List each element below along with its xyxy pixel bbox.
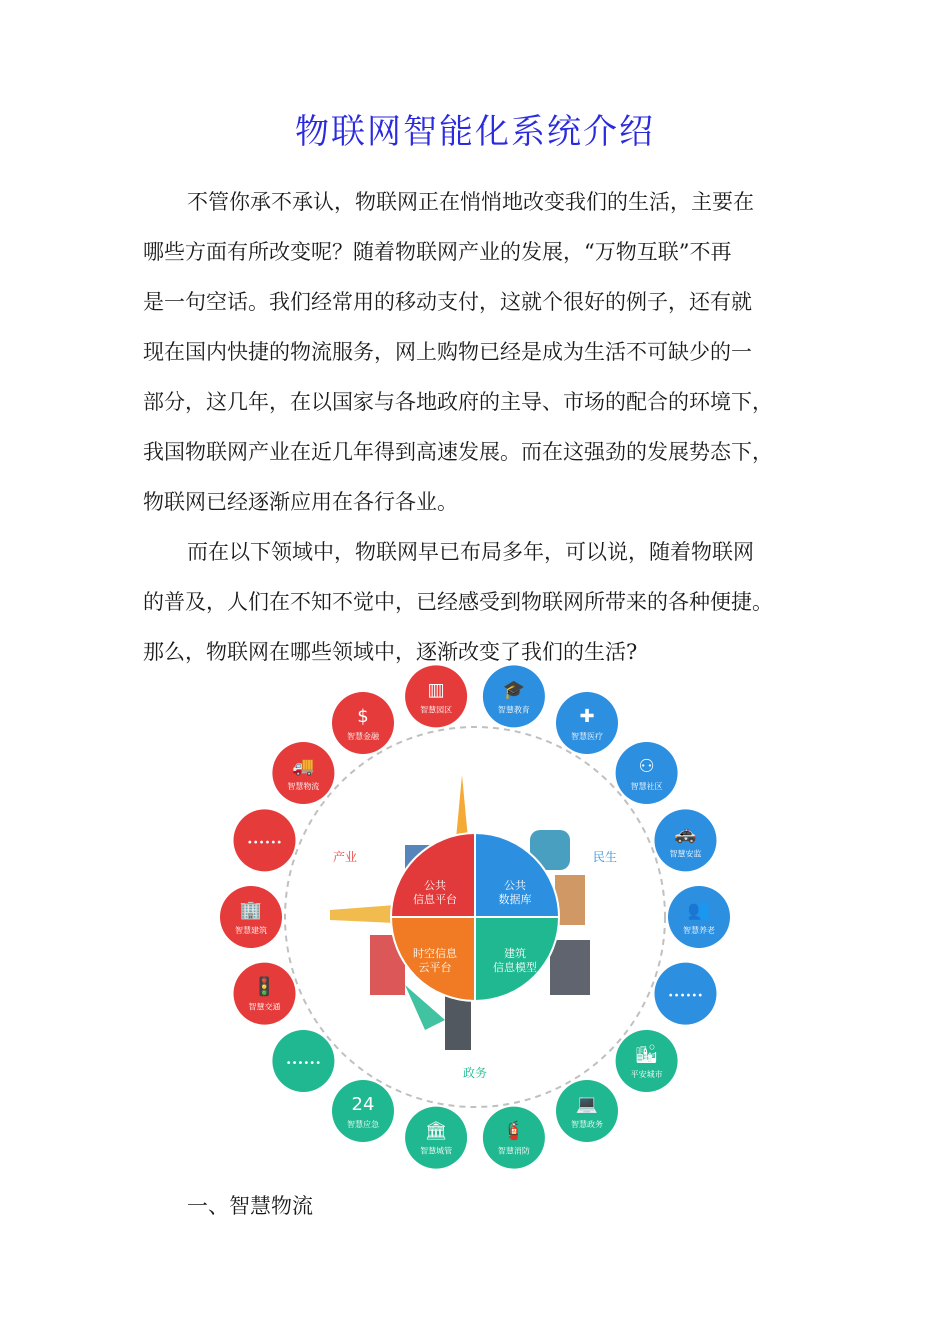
scenario-node xyxy=(616,1030,678,1092)
building-icon: ▥ xyxy=(427,679,445,701)
scenario-node xyxy=(272,1030,334,1092)
medical-kit-icon: ✚ xyxy=(579,706,595,728)
scenario-node xyxy=(616,742,678,804)
ring-label-government: 政务 xyxy=(462,1066,488,1080)
community-icon: ⚇ xyxy=(638,756,655,778)
scenario-node-label: 智慧物流 xyxy=(287,782,320,792)
big-ben-icon xyxy=(330,905,395,923)
elderly-icon: 👥 xyxy=(687,900,711,921)
hydrant-icon: 🧯 xyxy=(502,1120,526,1142)
pie-quadrant-label: 建筑 xyxy=(504,947,526,960)
scenario-node xyxy=(405,1107,467,1169)
cathedral-icon xyxy=(445,995,471,1050)
paragraph-line: 现在国内快捷的物流服务，网上购物已经是成为生活不可缺少的一 xyxy=(143,340,752,364)
paragraph-line: 那么，物联网在哪些领域中，逐渐改变了我们的生活? xyxy=(143,640,638,664)
scenario-node xyxy=(556,692,618,754)
scenario-node xyxy=(220,886,282,948)
paragraph-line: 而在以下领域中，物联网早已布局多年，可以说，随着物联网 xyxy=(187,540,754,564)
pie-quadrant-label: 云平台 xyxy=(418,961,452,974)
scenario-node-label: 智慧政务 xyxy=(571,1119,603,1129)
paragraph-line: 物联网已经逐渐应用在各行各业。 xyxy=(143,490,458,514)
pie-quadrant-label: 信息模型 xyxy=(493,961,537,974)
scenario-node xyxy=(654,963,716,1025)
scenario-node-label: 智慧安监 xyxy=(669,849,702,859)
scenario-node-label: 智慧建筑 xyxy=(235,926,267,935)
scenario-node xyxy=(234,809,296,871)
scenario-node-label: 平安城市 xyxy=(630,1069,663,1079)
pie-quadrant-label: 时空信息 xyxy=(413,947,457,960)
scenario-node-label: 智慧消防 xyxy=(497,1146,530,1156)
scenario-node xyxy=(234,963,296,1025)
opera-house-icon xyxy=(550,940,590,995)
paragraph-line: 我国物联网产业在近几年得到高速发展。而在这强劲的发展势态下， xyxy=(143,440,773,464)
scenario-node xyxy=(556,1080,618,1142)
police-car-icon: 🚓 xyxy=(674,823,697,845)
scenario-node xyxy=(332,1080,394,1142)
ring-label-livelihood: 民生 xyxy=(592,850,618,864)
dollar-icon: $ xyxy=(357,706,369,728)
paragraph-line: 是一句空话。我们经常用的移动支付，这就个很好的例子，还有就 xyxy=(143,290,752,314)
more-dots-icon: •••••• xyxy=(285,1057,322,1069)
scenario-node-label: 智慧教育 xyxy=(497,705,530,715)
skyscraper-icon: 🏢 xyxy=(239,900,263,921)
scenario-node xyxy=(668,886,730,948)
pie-quadrant-label: 公共 xyxy=(504,879,526,892)
laptop-icon: 💻 xyxy=(575,1093,599,1115)
scenario-node-label: 智慧医疗 xyxy=(571,732,603,742)
center-pie xyxy=(391,833,559,1001)
document-title: 物联网智能化系统介绍 xyxy=(295,112,655,152)
iot-diagram xyxy=(200,665,750,1175)
paragraph-line: 不管你承不承认，物联网正在悄悄地改变我们的生活，主要在 xyxy=(187,190,754,214)
pie-quadrant-label: 公共 xyxy=(424,879,446,892)
scenario-node-label: 智慧园区 xyxy=(420,705,453,715)
scenario-node xyxy=(272,742,334,804)
scenario-node xyxy=(483,1107,545,1169)
scenario-node xyxy=(332,692,394,754)
city-management-icon: 🏛 xyxy=(424,1120,448,1142)
paragraph-line: 的普及，人们在不知不觉中，已经感受到物联网所带来的各种便捷。 xyxy=(143,590,773,614)
pie-quadrant-label: 信息平台 xyxy=(413,893,457,906)
more-dots-icon: •••••• xyxy=(667,990,704,1002)
scenario-node-label: 智慧养老 xyxy=(683,926,715,935)
more-dots-icon: •••••• xyxy=(246,837,283,849)
paragraph-line: 哪些方面有所改变呢？随着物联网产业的发展，“万物互联”不再 xyxy=(143,240,732,264)
scenario-node xyxy=(483,665,545,727)
graduation-cap-icon: 🎓 xyxy=(502,679,526,701)
traffic-light-icon: 🚦 xyxy=(253,976,276,998)
scenario-node-label: 智慧社区 xyxy=(630,782,663,792)
scenario-node-label: 智慧交通 xyxy=(248,1002,281,1012)
scenario-node-label: 智慧金融 xyxy=(347,732,379,742)
paragraph-2 xyxy=(143,527,823,677)
scenario-node xyxy=(405,665,467,727)
section-heading: 一、智慧物流 xyxy=(187,1194,313,1218)
iot-ecosystem-figure xyxy=(200,665,750,1175)
ring-label-industry: 产业 xyxy=(332,850,358,864)
paragraph-line: 部分，这几年，在以国家与各地政府的主导、市场的配合的环境下， xyxy=(143,390,773,414)
emergency-24-icon: 24 xyxy=(351,1093,375,1115)
scenario-node-label: 智慧应急 xyxy=(347,1119,379,1129)
truck-icon: 🚚 xyxy=(292,756,315,778)
scenario-node xyxy=(654,809,716,871)
scenario-node-label: 智慧城管 xyxy=(420,1146,453,1156)
pie-quadrant-label: 数据库 xyxy=(498,893,532,906)
city-icon: 🏙 xyxy=(635,1043,659,1065)
paragraph-1 xyxy=(143,177,823,527)
